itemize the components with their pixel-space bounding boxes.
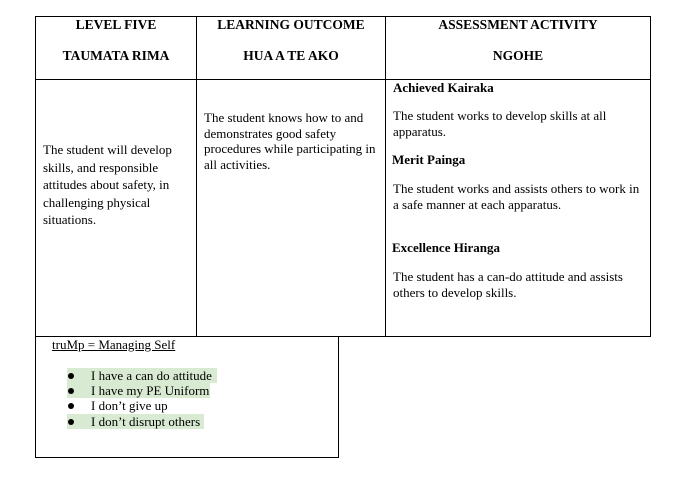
trump-item-1-text: I have a can do attitude — [91, 368, 212, 383]
trump-title: truMp = Managing Self — [52, 337, 176, 352]
merit-description: The student works and assists others to work in a safe manner at each apparatus. — [393, 181, 640, 212]
merit-title: Merit Painga — [392, 152, 466, 167]
trump-item-4 — [67, 414, 204, 429]
trump-item-1 — [67, 368, 217, 383]
bullet-icon — [68, 419, 74, 425]
bullet-icon — [68, 388, 74, 394]
bullet-icon — [68, 403, 74, 409]
outcome-description: The student knows how to and demonstrates good safety procedures while participating in all activities. — [204, 110, 376, 172]
header-level-line1: LEVEL FIVE — [75, 17, 157, 32]
table-border-right — [650, 16, 651, 337]
table-column-divider-1 — [196, 16, 197, 337]
trump-border-bottom — [35, 457, 339, 458]
header-assessment-line2: NGOHE — [492, 48, 544, 63]
achieved-description: The student works to develop skills at all apparatus. — [393, 108, 607, 139]
header-assessment-activity — [386, 17, 650, 64]
header-level-line2: TAUMATA RIMA — [62, 48, 170, 63]
table-border-left — [35, 16, 36, 337]
trump-item-3-text: I don’t give up — [91, 398, 168, 413]
header-learning-outcome — [197, 17, 385, 64]
level-description: The student will develop skills, and responsible attitudes about safety, in challenging physical situations. — [43, 142, 172, 227]
trump-border-left — [35, 336, 36, 458]
trump-item-3 — [67, 398, 177, 413]
header-assessment-line1: ASSESSMENT ACTIVITY — [438, 17, 598, 32]
trump-border-right — [338, 336, 339, 458]
trump-item-2 — [67, 383, 210, 398]
header-level — [36, 17, 196, 64]
excellence-title: Excellence Hiranga — [392, 240, 500, 255]
excellence-description: The student has a can-do attitude and assists others to develop skills. — [393, 269, 623, 300]
bullet-icon — [68, 373, 74, 379]
table-column-divider-2 — [385, 16, 386, 337]
trump-item-2-text: I have my PE Uniform — [91, 383, 210, 398]
trump-item-4-text: I don’t disrupt others — [91, 414, 201, 429]
achieved-title: Achieved Kairaka — [393, 80, 494, 95]
header-outcome-line1: LEARNING OUTCOME — [217, 17, 365, 32]
header-outcome-line2: HUA A TE AKO — [243, 48, 339, 63]
